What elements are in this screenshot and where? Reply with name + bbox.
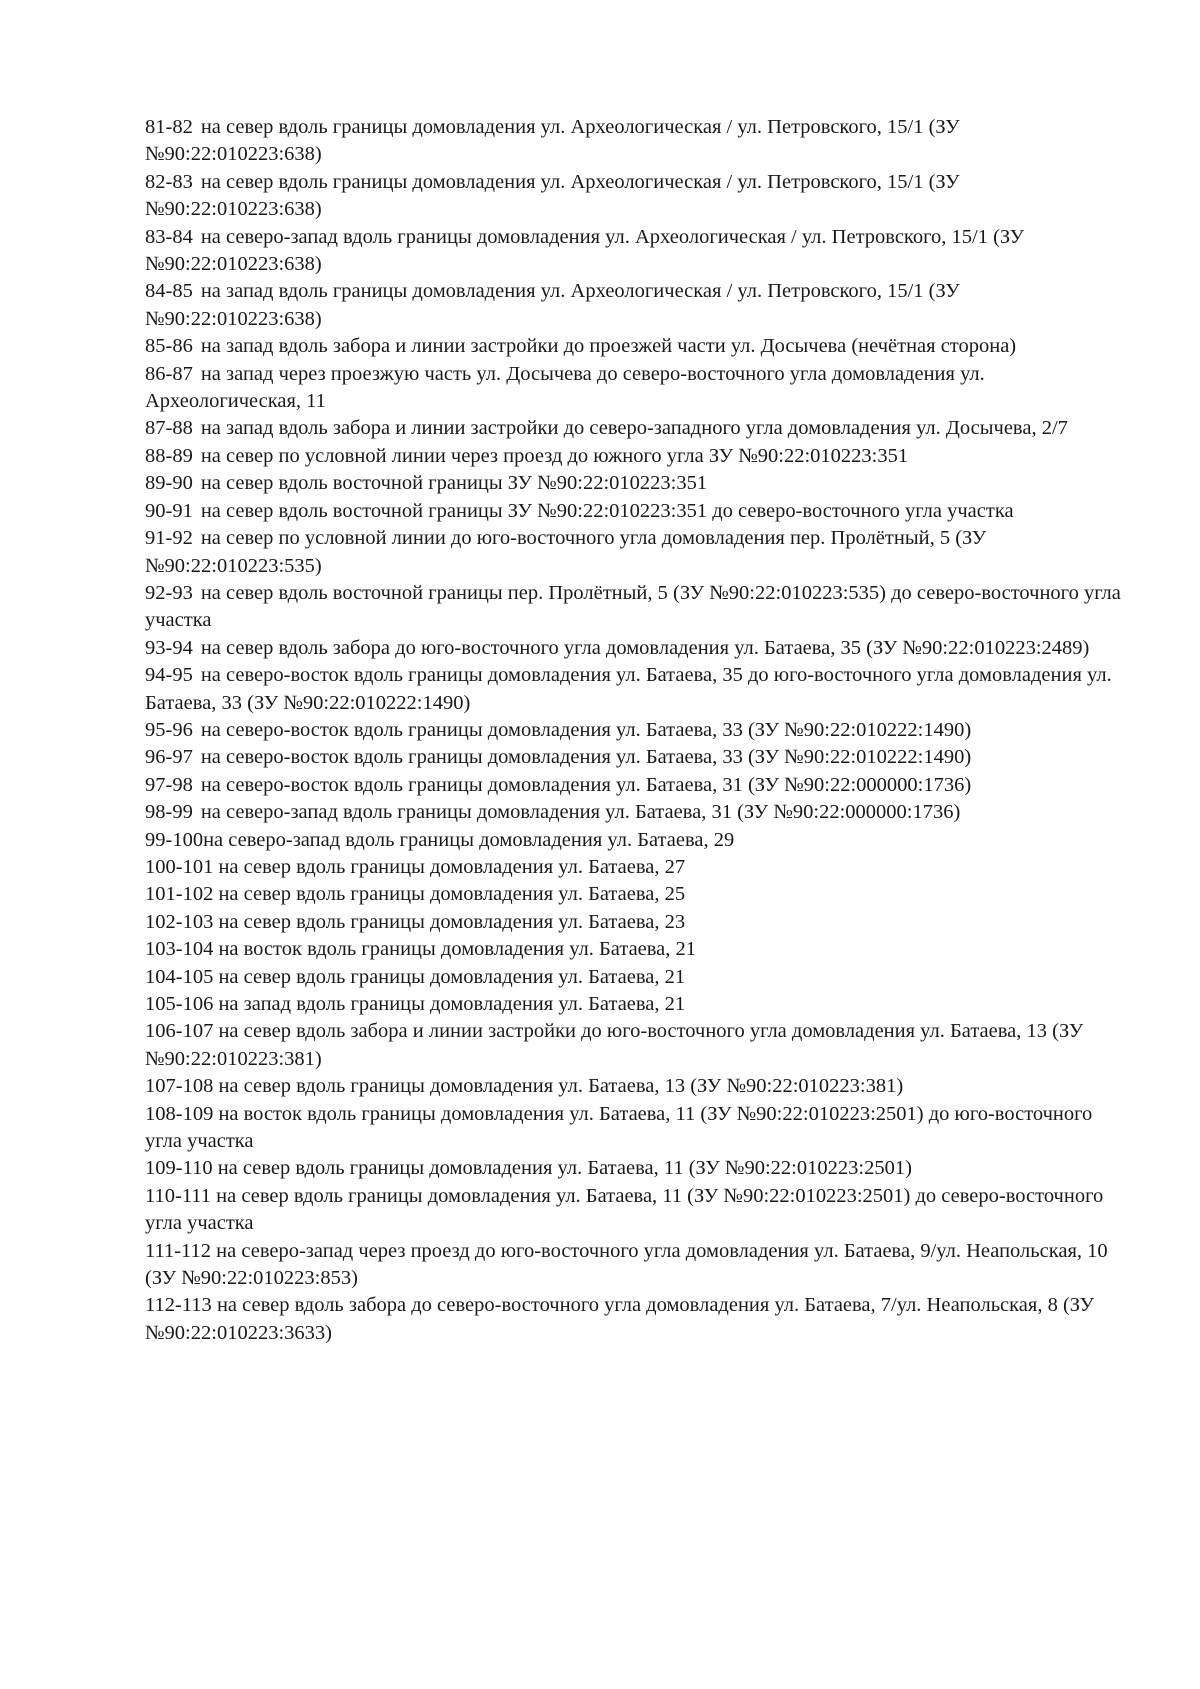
segment-text: на север вдоль границы домовладения ул. Археологическая / ул. Петровского, 15/1 (ЗУ №90:22:010223:638): [145, 116, 960, 166]
segment-number: 110-111: [145, 1184, 212, 1207]
segment-text: на север вдоль восточной границы ЗУ №90:22:010223:351: [200, 472, 708, 495]
segment-number: 112-113: [145, 1294, 212, 1317]
segment-number: 99-100: [145, 828, 204, 851]
list-item: [145, 772, 1125, 799]
segment-number: 90-91: [145, 499, 193, 522]
list-item: [145, 1101, 1125, 1156]
list-item: [145, 881, 1125, 908]
segment-text: на восток вдоль границы домовладения ул. Батаева, 11 (ЗУ №90:22:010223:2501) до юго-восточного угла участка: [145, 1102, 1093, 1153]
segment-text: на север вдоль границы домовладения ул. Батаева, 13 (ЗУ №90:22:010223:381): [218, 1075, 904, 1098]
list-item: [145, 525, 1125, 580]
segment-number: 86-87: [145, 362, 193, 385]
list-item: [145, 470, 1125, 497]
segment-text: на север вдоль границы домовладения ул. Батаева, 11 (ЗУ №90:22:010223:2501): [217, 1157, 912, 1180]
segment-number: 101-102: [145, 883, 214, 906]
list-item: [145, 799, 1125, 826]
segment-number: 108-109: [145, 1102, 214, 1125]
segment-number: 103-104: [145, 938, 214, 961]
segment-text: на северо-запад вдоль границы домовладения ул. Археологическая / ул. Петровского, 15/1 (ЗУ №90:22:010223:638): [145, 225, 1025, 276]
segment-text: на северо-восток вдоль границы домовладения ул. Батаева, 31 (ЗУ №90:22:000000:1736): [200, 773, 972, 796]
segment-number: 98-99: [145, 801, 193, 824]
segment-text: на север по условной линии до юго-восточного угла домовладения пер. Пролётный, 5 (ЗУ №90:22:010223:535): [145, 527, 987, 577]
segment-number: 109-110: [145, 1157, 213, 1180]
segment-number: 83-84: [145, 225, 193, 248]
segment-number: 95-96: [145, 718, 193, 741]
list-item: [145, 1155, 1125, 1182]
list-item: [145, 991, 1125, 1018]
list-item: [145, 1183, 1125, 1238]
segment-number: 105-106: [145, 993, 214, 1015]
segment-text: на запад вдоль забора и линии застройки до проезжей части ул. Досычева (нечётная сторона): [200, 335, 1017, 358]
segment-text: на север вдоль границы домовладения ул. Батаева, 23: [218, 910, 686, 933]
segment-number: 100-101: [145, 855, 214, 878]
segment-text: на север вдоль границы домовладения ул. Батаева, 25: [218, 883, 686, 906]
segment-number: 85-86: [145, 335, 193, 358]
segment-number: 102-103: [145, 910, 214, 933]
segment-number: 97-98: [145, 773, 193, 796]
segment-text: на север вдоль забора и линии застройки до юго-восточного угла домовладения ул. Батаева, 13 (ЗУ №90:22:010223:381): [145, 1020, 1084, 1070]
list-item: [145, 936, 1125, 963]
segment-number: 93-94: [145, 636, 193, 659]
list-item: [145, 1238, 1125, 1293]
segment-text: на северо-восток вдоль границы домовладения ул. Батаева, 33 (ЗУ №90:22:010222:1490): [200, 746, 972, 769]
segment-text: на север вдоль границы домовладения ул. Археологическая / ул. Петровского, 15/1 (ЗУ №90:22:010223:638): [145, 170, 960, 221]
segment-text: на северо-восток вдоль границы домовладения ул. Батаева, 35 до юго-восточного угла домовладения ул. Батаева, 33 (ЗУ №90:22:010222:1490): [145, 664, 1112, 714]
list-item: [145, 827, 1125, 854]
segment-text: на запад через проезжую часть ул. Досычева до северо-восточного угла домовладения ул. Археологическая, 11: [145, 362, 985, 413]
segment-number: 92-93: [145, 581, 193, 604]
segment-number: 81-82: [145, 116, 193, 138]
list-item: [145, 443, 1125, 470]
list-item: [145, 415, 1125, 442]
list-item: [145, 278, 1125, 333]
list-item: [145, 580, 1125, 635]
segment-text: на запад вдоль границы домовладения ул. Батаева, 21: [218, 993, 686, 1015]
list-item: [145, 1018, 1125, 1073]
segment-number: 111-112: [145, 1239, 212, 1262]
segment-text: на север по условной линии через проезд до южного угла ЗУ №90:22:010223:351: [200, 444, 909, 467]
segment-text: на север вдоль восточной границы пер. Пролётный, 5 (ЗУ №90:22:010223:535) до северо-восточного угла участка: [145, 581, 1121, 632]
segment-number: 84-85: [145, 280, 193, 303]
segment-number: 88-89: [145, 444, 193, 467]
segment-text: на запад вдоль забора и линии застройки до северо-западного угла домовладения ул. Досычева, 2/7: [200, 417, 1068, 440]
segment-text: на север вдоль восточной границы ЗУ №90:22:010223:351 до северо-восточного угла участка: [200, 499, 1014, 522]
segment-number: 82-83: [145, 170, 193, 193]
list-item: [145, 1292, 1125, 1347]
segment-number: 87-88: [145, 417, 193, 440]
segment-text: на северо-запад вдоль границы домовладения ул. Батаева, 29: [203, 828, 735, 851]
segment-text: на восток вдоль границы домовладения ул. Батаева, 21: [218, 938, 697, 961]
list-item: [145, 717, 1125, 744]
segment-text: на север вдоль забора до юго-восточного угла домовладения ул. Батаева, 35 (ЗУ №90:22:010223:2489): [200, 636, 1090, 659]
segment-number: 94-95: [145, 664, 193, 687]
segment-number: 106-107: [145, 1020, 214, 1043]
list-item: [145, 909, 1125, 936]
segment-number: 107-108: [145, 1075, 214, 1098]
segment-text: на север вдоль границы домовладения ул. Батаева, 27: [218, 855, 686, 878]
list-item: [145, 333, 1125, 360]
list-item: [145, 361, 1125, 416]
segment-number: 96-97: [145, 746, 193, 769]
list-item: [145, 114, 1125, 169]
segment-text: на северо-восток вдоль границы домовладения ул. Батаева, 33 (ЗУ №90:22:010222:1490): [200, 718, 972, 741]
list-item: [145, 1073, 1125, 1100]
segment-text: на север вдоль забора до северо-восточного угла домовладения ул. Батаева, 7/ул. Неапольская, 8 (ЗУ №90:22:010223:3633): [145, 1294, 1095, 1344]
segment-text: на север вдоль границы домовладения ул. Батаева, 21: [218, 965, 686, 988]
list-item: [145, 635, 1125, 662]
list-item: [145, 224, 1125, 279]
segment-number: 89-90: [145, 472, 193, 495]
segment-text: на северо-запад вдоль границы домовладения ул. Батаева, 31 (ЗУ №90:22:000000:1736): [200, 801, 961, 824]
segment-number: 104-105: [145, 965, 214, 988]
list-item: [145, 854, 1125, 881]
list-item: [145, 169, 1125, 224]
segment-text: на запад вдоль границы домовладения ул. Археологическая / ул. Петровского, 15/1 (ЗУ №90:22:010223:638): [145, 280, 960, 330]
list-item: [145, 744, 1125, 771]
segment-text: на северо-запад через проезд до юго-восточного угла домовладения ул. Батаева, 9/ул. Неапольская, 10 (ЗУ №90:22:010223:853): [145, 1239, 1108, 1290]
boundary-description-list: [145, 114, 1125, 1347]
list-item: [145, 498, 1125, 525]
segment-number: 91-92: [145, 527, 193, 550]
segment-text: на север вдоль границы домовладения ул. Батаева, 11 (ЗУ №90:22:010223:2501) до северо-восточного угла участка: [145, 1184, 1104, 1235]
list-item: [145, 662, 1125, 717]
list-item: [145, 964, 1125, 991]
